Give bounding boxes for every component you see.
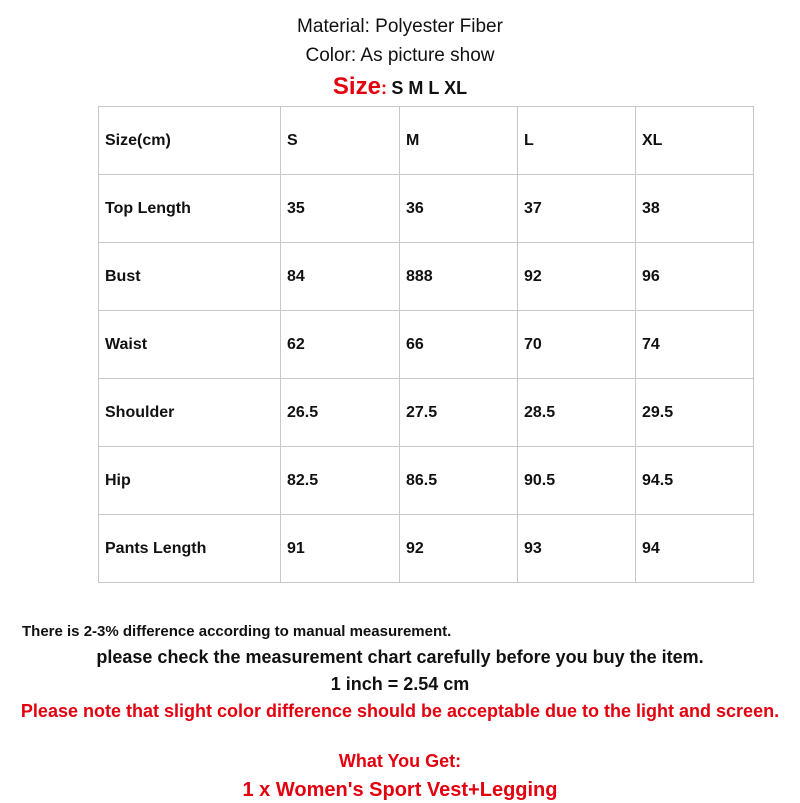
table-cell: 86.5 [400, 447, 518, 515]
measurement-difference-note: There is 2-3% difference according to manual measurement. [22, 623, 452, 640]
row-label-cell: Bust [99, 243, 281, 311]
inch-conversion-note: 1 inch = 2.54 cm [330, 674, 470, 694]
row-label-cell: Pants Length [99, 515, 281, 583]
table-cell: 96 [636, 243, 754, 311]
table-cell: 38 [636, 175, 754, 243]
table-header-cell: Size(cm) [99, 107, 281, 175]
row-label-cell: Waist [99, 311, 281, 379]
size-line [0, 72, 800, 105]
table-cell: 92 [400, 515, 518, 583]
table-cell: 35 [281, 175, 400, 243]
table-header-cell: XL [636, 107, 754, 175]
table-cell: 82.5 [281, 447, 400, 515]
table-cell: 29.5 [636, 379, 754, 447]
table-cell: 62 [281, 311, 400, 379]
table-cell: 92 [518, 243, 636, 311]
table-header-cell: S [281, 107, 400, 175]
table-cell: 94.5 [636, 447, 754, 515]
color-line: Color: As picture show [305, 45, 495, 66]
table-header-cell: L [518, 107, 636, 175]
size-chart-table [98, 106, 754, 583]
material-line: Material: Polyester Fiber [297, 16, 503, 37]
table-cell: 93 [518, 515, 636, 583]
table-cell: 94 [636, 515, 754, 583]
row-label-cell: Hip [99, 447, 281, 515]
table-cell: 28.5 [518, 379, 636, 447]
table-row [99, 447, 754, 515]
table-cell: 27.5 [400, 379, 518, 447]
table-cell: 888 [400, 243, 518, 311]
check-chart-note: please check the measurement chart carefully before you buy the item. [96, 647, 704, 667]
table-row [99, 379, 754, 447]
table-cell: 36 [400, 175, 518, 243]
table-row [99, 311, 754, 379]
table-cell: 37 [518, 175, 636, 243]
table-cell: 66 [400, 311, 518, 379]
table-cell: 70 [518, 311, 636, 379]
row-label-cell: Shoulder [99, 379, 281, 447]
table-cell: 90.5 [518, 447, 636, 515]
package-item: 1 x Women's Sport Vest+Legging [242, 779, 558, 801]
table-cell: 74 [636, 311, 754, 379]
table-cell: 26.5 [281, 379, 400, 447]
table-row [99, 175, 754, 243]
size-options: S M L XL [391, 78, 468, 98]
table-header-cell: M [400, 107, 518, 175]
color-difference-note: Please note that slight color difference should be acceptable due to the light and screen. [20, 701, 780, 721]
table-cell: 84 [281, 243, 400, 311]
what-you-get-heading: What You Get: [338, 751, 462, 771]
table-cell: 91 [281, 515, 400, 583]
table-row [99, 243, 754, 311]
size-colon: : [380, 78, 387, 98]
row-label-cell: Top Length [99, 175, 281, 243]
table-header-row [99, 107, 754, 175]
table-row [99, 515, 754, 583]
size-heading: Size [332, 73, 381, 100]
